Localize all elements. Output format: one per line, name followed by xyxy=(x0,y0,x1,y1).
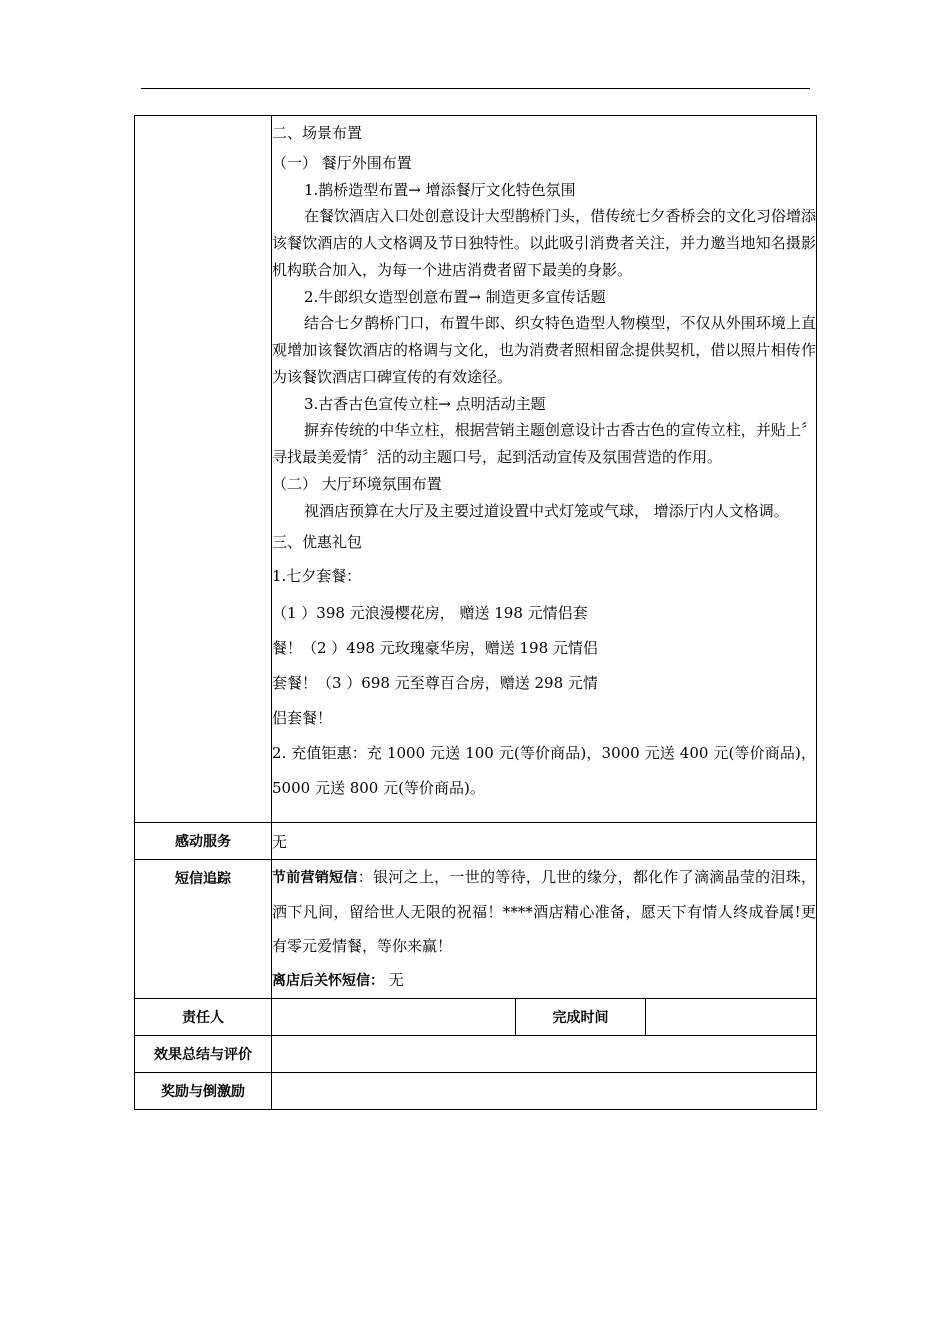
sms-pre-text: ：银河之上，一世的等待，几世的缘分，都化作了滴滴晶莹的泪珠，洒下凡间，留给世人无限的祝福！****酒店精心准备，愿天下有情人终成眷属!更有零元爱情餐，等你来赢！ xyxy=(272,868,817,955)
reward-value[interactable] xyxy=(272,1073,817,1110)
done-time-label: 完成时间 xyxy=(516,999,646,1036)
done-time-value[interactable] xyxy=(646,999,817,1036)
sub2-text: 视酒店预算在大厅及主要过道设置中式灯笼或气球， 增添厅内人文格调。 xyxy=(304,502,789,520)
reward-row xyxy=(135,1073,817,1110)
section3-title: 三、优惠礼包 xyxy=(272,533,363,551)
content-row xyxy=(135,116,817,823)
content-label-cell xyxy=(135,116,272,823)
package-title: 1.七夕套餐： xyxy=(272,567,362,585)
sms-post-label: 离店后关怀短信： xyxy=(272,973,384,989)
package-line: 套餐！（3 ）698 元至尊百合房，赠送 298 元情 xyxy=(272,674,598,692)
section2-title: 二、场景布置 xyxy=(272,124,363,142)
service-label: 感动服务 xyxy=(135,823,272,860)
package-line: （1 ）398 元浪漫樱花房， 赠送 198 元情侣套 xyxy=(272,604,588,622)
item1-title: 1.鹊桥造型布置→ 增添餐厅文化特色氛围 xyxy=(304,181,576,199)
sub1-title: （一） 餐厅外围布置 xyxy=(272,154,412,172)
content-cell xyxy=(272,116,817,823)
item2-text: 结合七夕鹊桥门口，布置牛郎、织女特色造型人物模型，不仅从外围环境上直观增加该餐饮酒店的格调与文化，也为消费者照相留念提供契机，借以照片相传作为该餐饮酒店口碑宣传的有效途径。 xyxy=(272,314,817,386)
reward-label: 奖励与倒激励 xyxy=(135,1073,272,1110)
item3-title: 3.古香古色宣传立柱→ 点明活动主题 xyxy=(304,395,546,413)
sms-label: 短信追踪 xyxy=(135,860,272,999)
service-value: 无 xyxy=(272,823,817,860)
sms-pre-label: 节前营销短信 xyxy=(272,870,358,886)
sms-row xyxy=(135,860,817,999)
summary-row xyxy=(135,1036,817,1073)
item2-title: 2.牛郎织女造型创意布置→ 制造更多宣传话题 xyxy=(304,288,606,306)
item3-text: 摒弃传统的中华立柱，根据营销主题创意设计古香古色的宣传立柱，并贴上〞寻找最美爱情〞活的动主题口号，起到活动宣传及氛围营造的作用。 xyxy=(272,421,817,466)
owner-label: 责任人 xyxy=(135,999,272,1036)
package-list xyxy=(272,596,624,736)
package-line: 餐！（2 ）498 元玫瑰豪华房，赠送 198 元情侣 xyxy=(272,639,598,657)
sms-post-text: 无 xyxy=(384,971,404,989)
owner-value[interactable] xyxy=(272,999,516,1036)
summary-label: 效果总结与评价 xyxy=(135,1036,272,1073)
service-row xyxy=(135,823,817,860)
owner-row xyxy=(135,999,817,1036)
sub2-title: （二） 大厅环境氛围布置 xyxy=(272,475,442,493)
item1-text: 在餐饮酒店入口处创意设计大型鹊桥门头，借传统七夕香桥会的文化习俗增添该餐饮酒店的人文格调及节日独特性。以此吸引消费者关注，并力邀当地知名摄影机构联合加入，为每一个进店消费者留下最美的身影。 xyxy=(272,207,817,279)
sms-post xyxy=(272,963,816,998)
sms-pre xyxy=(272,860,816,963)
sms-cell xyxy=(272,860,817,999)
header-rule xyxy=(141,88,810,89)
recharge-text: 2. 充值钜惠：充 1000 元送 100 元(等价商品)，3000 元送 400 元(等价商品)，5000 元送 800 元(等价商品)。 xyxy=(272,744,817,797)
summary-value[interactable] xyxy=(272,1036,817,1073)
plan-table xyxy=(134,115,817,1110)
package-line: 侣套餐！ xyxy=(272,709,333,727)
